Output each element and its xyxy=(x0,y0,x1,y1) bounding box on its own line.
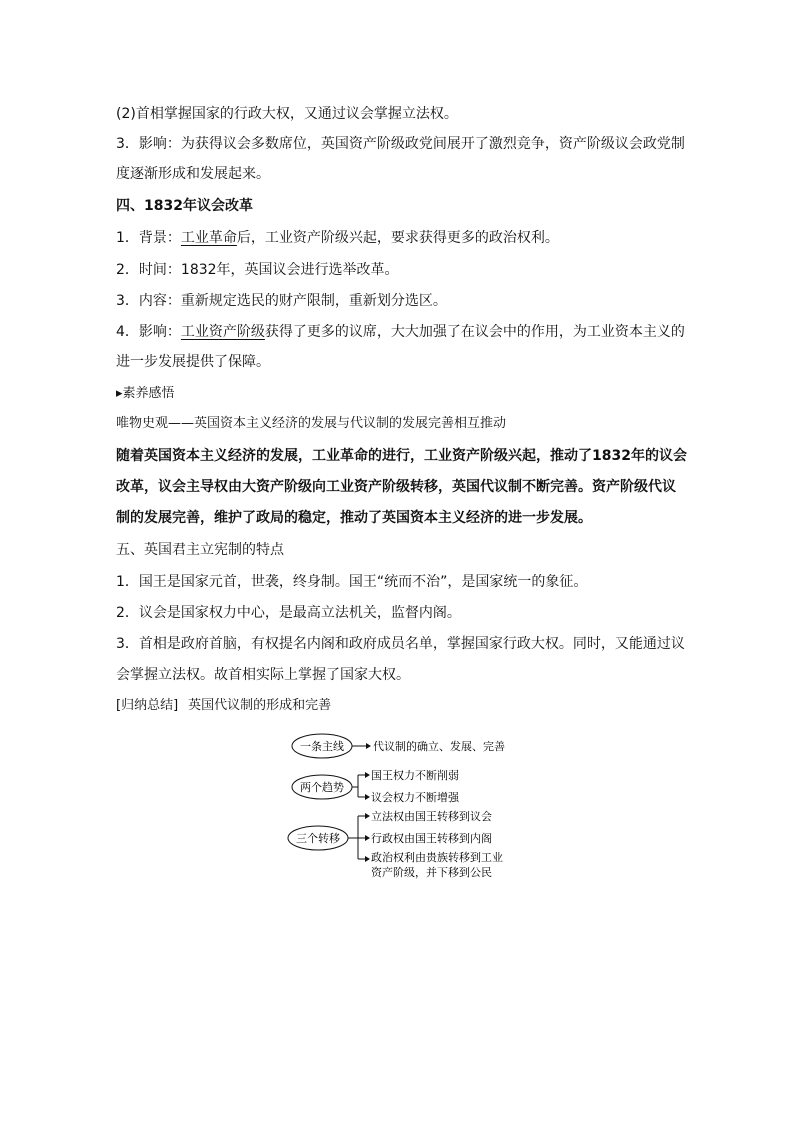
node-three-transfers-item: 政治权利由贵族转移到工业 xyxy=(371,851,503,864)
summary-title: 英国代议制的形成和完善 xyxy=(188,698,332,713)
summary-tag: [归纳总结] xyxy=(116,698,179,713)
node-two-trends-item: 议会权力不断增强 xyxy=(371,791,459,804)
paragraph-line: 进一步发展提供了保障。 xyxy=(116,354,270,370)
arrow-head xyxy=(365,856,370,862)
node-three-transfers-item: 资产阶级，并下移到公民 xyxy=(371,866,492,879)
node-main-line-label: 一条主线 xyxy=(300,740,344,753)
underlined-term: 工业革命 xyxy=(180,230,237,246)
arrow-head xyxy=(365,794,370,800)
label-text: 4．影响： xyxy=(116,324,181,340)
arrow-head xyxy=(365,772,370,778)
node-three-transfers-item: 立法权由国王转移到议会 xyxy=(371,810,492,823)
node-three-transfers-item: 行政权由国王转移到内阁 xyxy=(371,832,492,845)
node-three-transfers-label: 三个转移 xyxy=(296,832,340,845)
literacy-title: ▸素养感悟 xyxy=(116,386,175,401)
paragraph-line: 1．国王是国家元首，世袭，终身制。国王“统而不治”，是国家统一的象征。 xyxy=(116,574,588,590)
arrow-head xyxy=(365,813,370,819)
body-text: 获得了更多的议席，大大加强了在议会中的作用，为工业资本主义的 xyxy=(264,324,685,340)
node-main-line-item: 代议制的确立、发展、完善 xyxy=(373,740,505,753)
paragraph-line: 会掌握立法权。故首相实际上掌握了国家大权。 xyxy=(116,667,410,683)
node-two-trends-label: 两个趋势 xyxy=(300,781,344,794)
literacy-text: 制的发展完善，维护了政局的稳定，推动了英国资本主义经济的进一步发展。 xyxy=(116,510,592,526)
arrow-head xyxy=(365,835,370,841)
label-text: 1．背景： xyxy=(116,230,181,246)
paragraph-line: 3．影响：为获得议会多数席位，英国资产阶级政党间展开了激烈竞争，资产阶级议会政党制 xyxy=(116,136,685,152)
arrow-head xyxy=(366,743,371,749)
node-two-trends-item: 国王权力不断削弱 xyxy=(371,769,459,782)
paragraph-line: 3．首相是政府首脑，有权提名内阁和政府成员名单，掌握国家行政大权。同时，又能通过议 xyxy=(116,636,685,652)
paragraph-line: 3．内容：重新规定选民的财产限制，重新划分选区。 xyxy=(116,293,447,309)
literacy-subtitle: 唯物史观——英国资本主义经济的发展与代议制的发展完善相互推动 xyxy=(116,416,507,431)
paragraph-line: 2．议会是国家权力中心，是最高立法机关，监督内阁。 xyxy=(116,605,461,621)
paragraph-line: (2)首相掌握国家的行政大权，又通过议会掌握立法权。 xyxy=(116,106,458,122)
body-text: 后，工业资产阶级兴起，要求获得更多的政治权利。 xyxy=(236,230,559,246)
underlined-term: 工业资产阶级 xyxy=(180,324,265,340)
literacy-text: 改革，议会主导权由大资产阶级向工业资产阶级转移，英国代议制不断完善。资产阶级代议 xyxy=(116,479,676,495)
literacy-text: 随着英国资本主义经济的发展，工业革命的进行，工业资产阶级兴起，推动了1832年的议会 xyxy=(116,448,687,464)
section-heading-5: 五、英国君主立宪制的特点 xyxy=(116,542,284,558)
section-heading-4: 四、1832年议会改革 xyxy=(116,198,253,214)
paragraph-line: 2．时间：1832年，英国议会进行选举改革。 xyxy=(116,262,399,278)
paragraph-line: 度逐渐形成和发展起来。 xyxy=(116,166,270,182)
